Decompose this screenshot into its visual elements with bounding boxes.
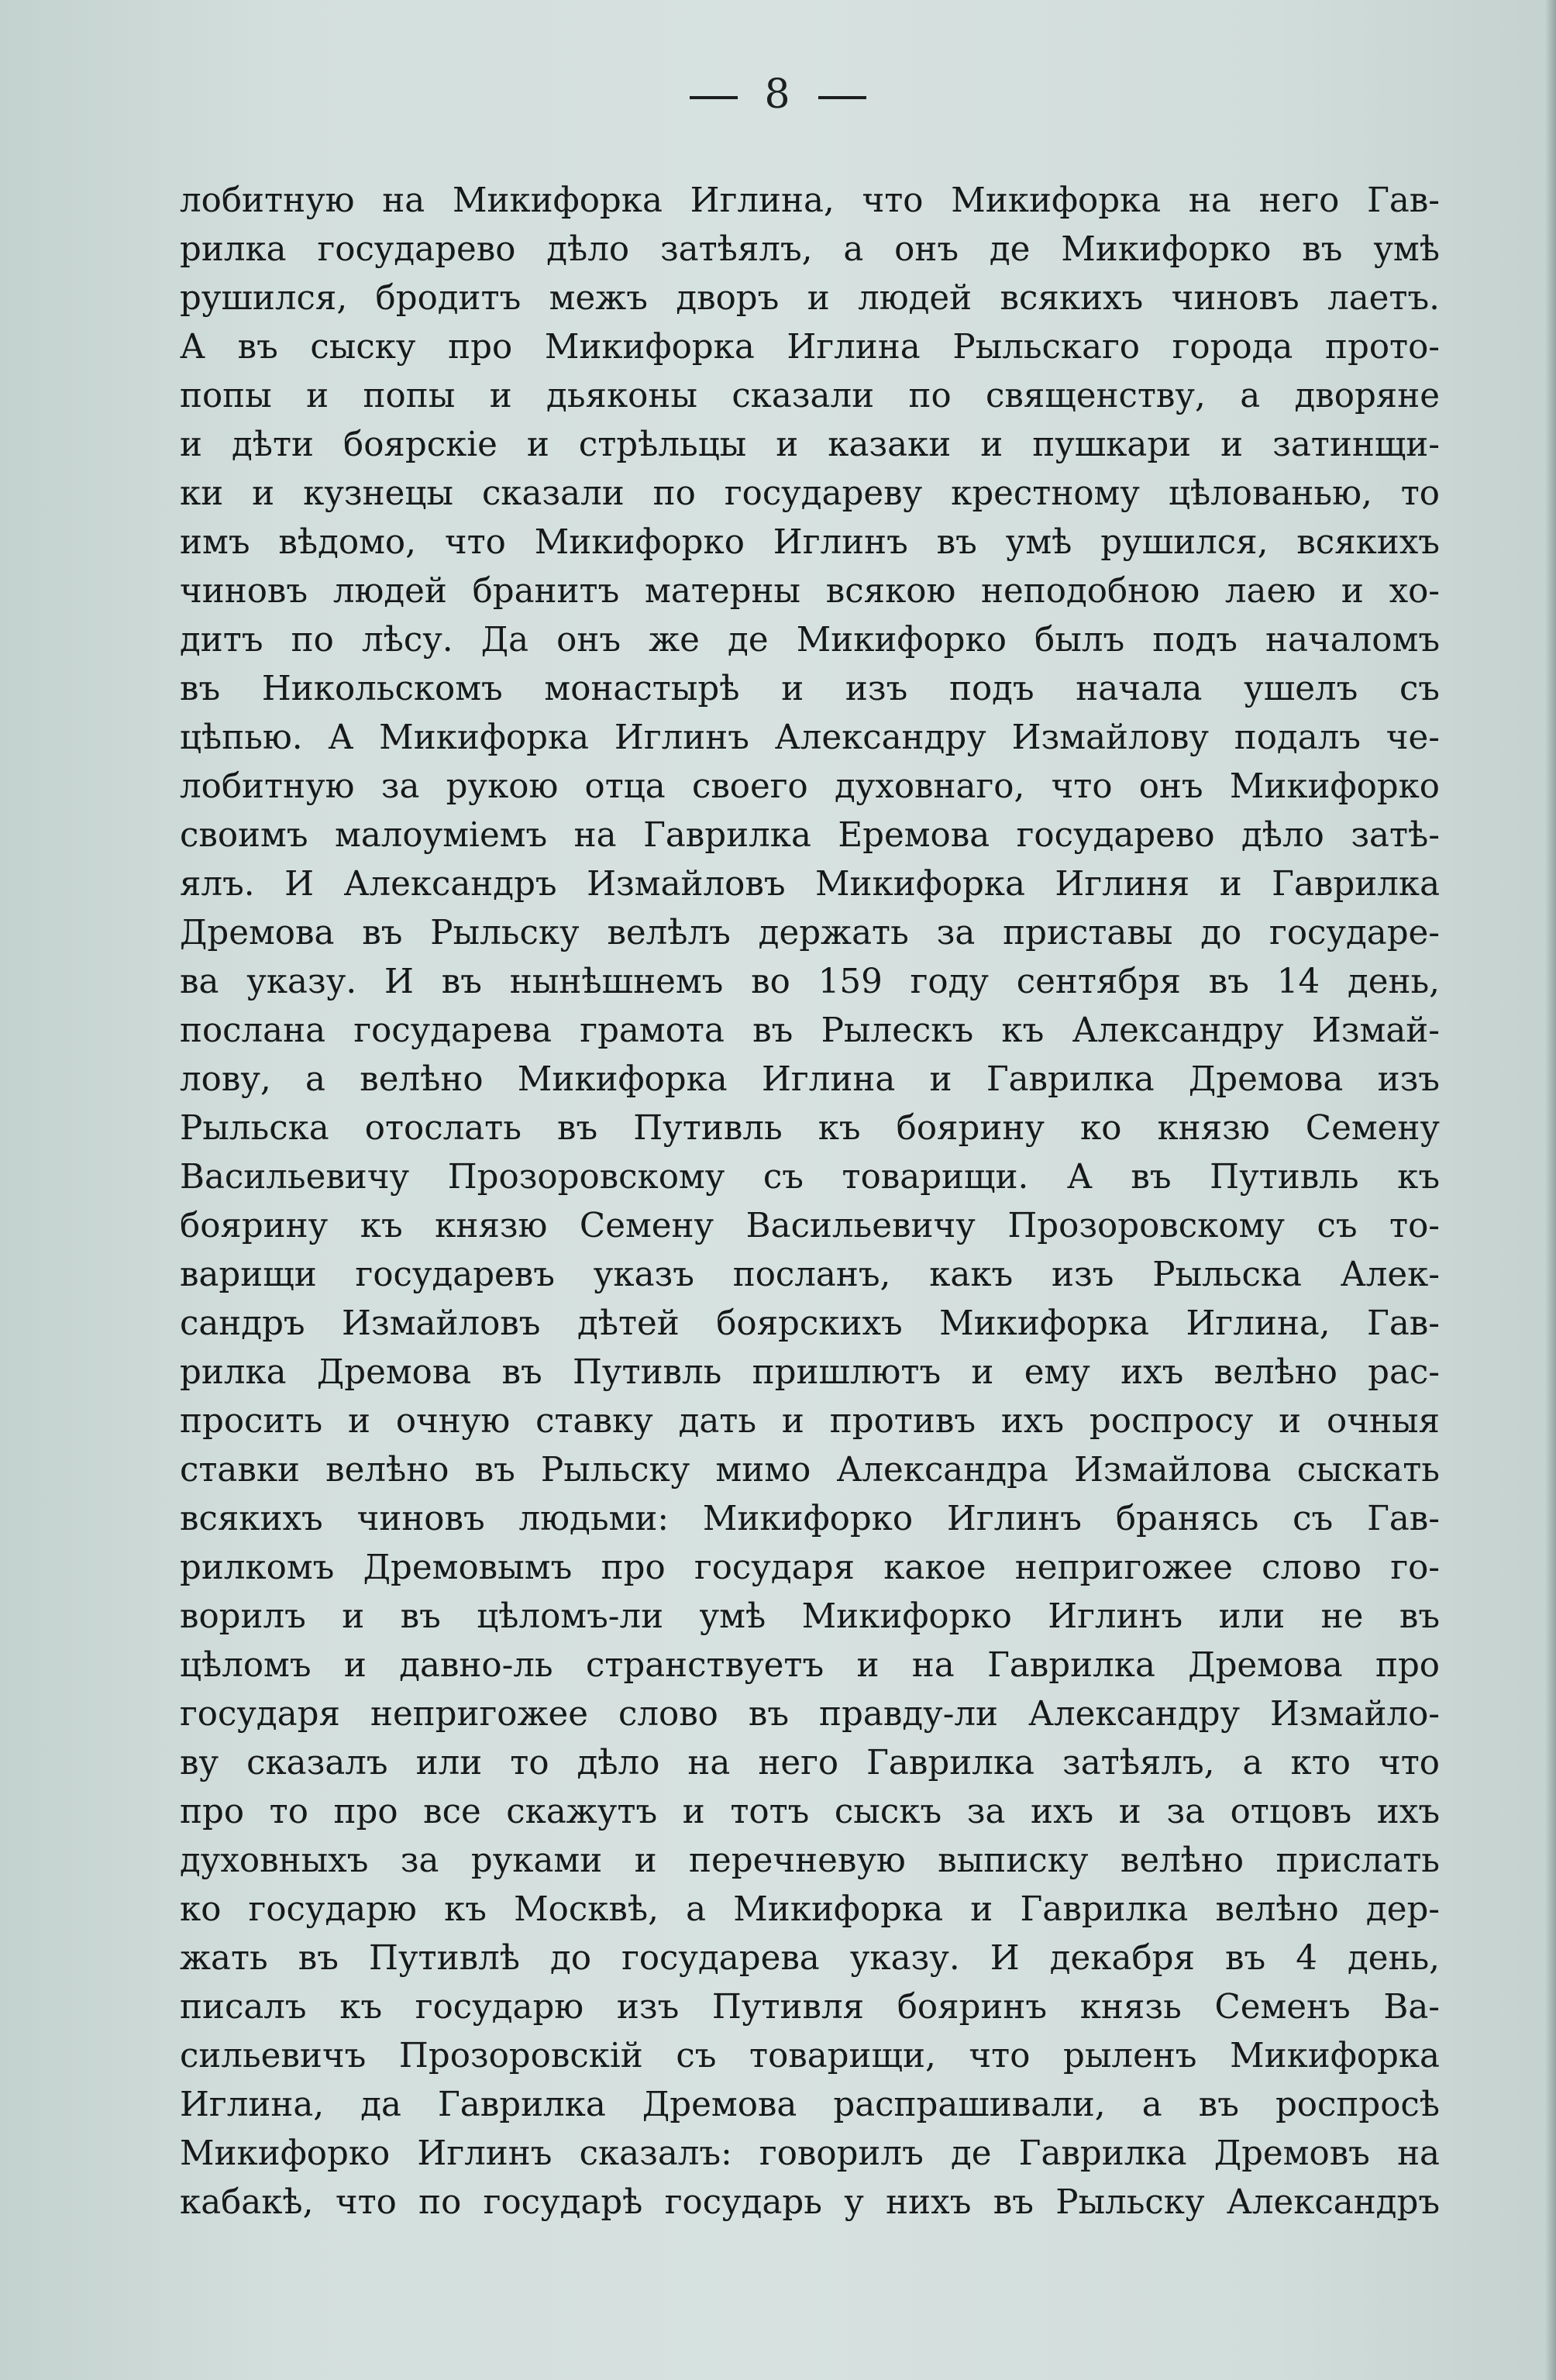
text-line: ялъ. И Александръ Измайловъ Микифорка Иглиня и Гаврилка [180,865,1440,904]
text-line: сильевичъ Прозоровскій съ товарищи, что рыленъ Микифорка [180,2037,1440,2075]
text-line: рилка Дремова въ Путивль пришлютъ и ему ихъ велѣно рас- [180,1353,1440,1392]
text-line: про то про все скажутъ и тотъ сыскъ за ихъ и за отцовъ ихъ [180,1793,1440,1831]
text-line: ворилъ и въ цѣломъ-ли умѣ Микифорко Иглинъ или не въ [180,1597,1440,1636]
text-line: цѣпью. А Микифорка Иглинъ Александру Измайлову подалъ че- [180,718,1440,757]
text-line: и дѣти боярскіе и стрѣльцы и казаки и пушкари и затинщи- [180,425,1440,464]
text-line: попы и попы и дьяконы сказали по священству, а дворяне [180,377,1440,415]
text-line: имъ вѣдомо, что Микифорко Иглинъ въ умѣ рушился, всякихъ [180,523,1440,562]
text-line: Иглина, да Гаврилка Дремова распрашивали, а въ роспросѣ [180,2086,1440,2124]
text-line: боярину къ князю Семену Васильевичу Прозоровскому съ то- [180,1207,1440,1245]
text-line: дитъ по лѣсу. Да онъ же де Микифорко былъ подъ началомъ [180,621,1440,660]
text-line: А въ сыску про Микифорка Иглина Рыльскаго города прото- [180,328,1440,367]
page-edge-shadow [1545,0,1556,2380]
text-line: сандръ Измайловъ дѣтей боярскихъ Микифорка Иглина, Гав- [180,1304,1440,1343]
text-line: въ Никольскомъ монастырѣ и изъ подъ начала ушелъ съ [180,670,1440,708]
text-line: лову, а велѣно Микифорка Иглина и Гаврилка Дремова изъ [180,1060,1440,1099]
text-line: Васильевичу Прозоровскому съ товарищи. А въ Путивль къ [180,1158,1440,1197]
text-line: ки и кузнецы сказали по государеву крестному цѣлованью, то [180,474,1440,513]
text-line: государя непригожее слово въ правду-ли Александру Измайло- [180,1695,1440,1734]
text-line: Рыльска отослать въ Путивль къ боярину ко князю Семену [180,1109,1440,1148]
text-line: лобитную за рукою отца своего духовнаго, что онъ Микифорко [180,767,1440,806]
text-line: Микифорко Иглинъ сказалъ: говорилъ де Гаврилка Дремовъ на [180,2134,1440,2173]
left-dash [690,96,738,99]
right-dash [818,96,866,99]
page-number-header [0,71,1556,118]
text-line: просить и очную ставку дать и противъ ихъ роспросу и очныя [180,1402,1440,1441]
page-number: 8 [764,71,792,118]
text-line: ко государю къ Москвѣ, а Микифорка и Гаврилка велѣно дер- [180,1890,1440,1929]
text-line: ставки велѣно въ Рыльску мимо Александра Измайлова сыскать [180,1451,1440,1490]
text-line: лобитную на Микифорка Иглина, что Микифорка на него Гав- [180,181,1440,220]
text-line: ву сказалъ или то дѣло на него Гаврилка затѣялъ, а кто что [180,1744,1440,1782]
text-line: варищи государевъ указъ посланъ, какъ изъ Рыльска Алек- [180,1255,1440,1294]
text-line: ва указу. И въ нынѣшнемъ во 159 году сентября въ 14 день, [180,963,1440,1001]
text-line: рушился, бродитъ межъ дворъ и людей всякихъ чиновъ лаетъ. [180,279,1440,318]
body-text [180,177,1440,2227]
text-line: цѣломъ и давно-ль странствуетъ и на Гаврилка Дремова про [180,1646,1440,1685]
text-line: чиновъ людей бранитъ матерны всякою неподобною лаею и хо- [180,572,1440,611]
text-line: кабакѣ, что по государѣ государь у нихъ въ Рыльску Александръ [180,2183,1440,2222]
text-line: рилкомъ Дремовымъ про государя какое непригожее слово го- [180,1548,1440,1587]
text-line: послана государева грамота въ Рылескъ къ Александру Измай- [180,1011,1440,1050]
text-line: духовныхъ за руками и перечневую выписку велѣно прислать [180,1841,1440,1880]
text-line: своимъ малоуміемъ на Гаврилка Еремова государево дѣло затѣ- [180,816,1440,855]
text-line: всякихъ чиновъ людьми: Микифорко Иглинъ бранясь съ Гав- [180,1500,1440,1538]
text-line: писалъ къ государю изъ Путивля бояринъ князь Семенъ Ва- [180,1988,1440,2027]
text-line: жать въ Путивлѣ до государева указу. И декабря въ 4 день, [180,1939,1440,1978]
text-line: рилка государево дѣло затѣялъ, а онъ де Микифорко въ умѣ [180,230,1440,269]
text-line: Дремова въ Рыльску велѣлъ держать за приставы до государе- [180,914,1440,952]
